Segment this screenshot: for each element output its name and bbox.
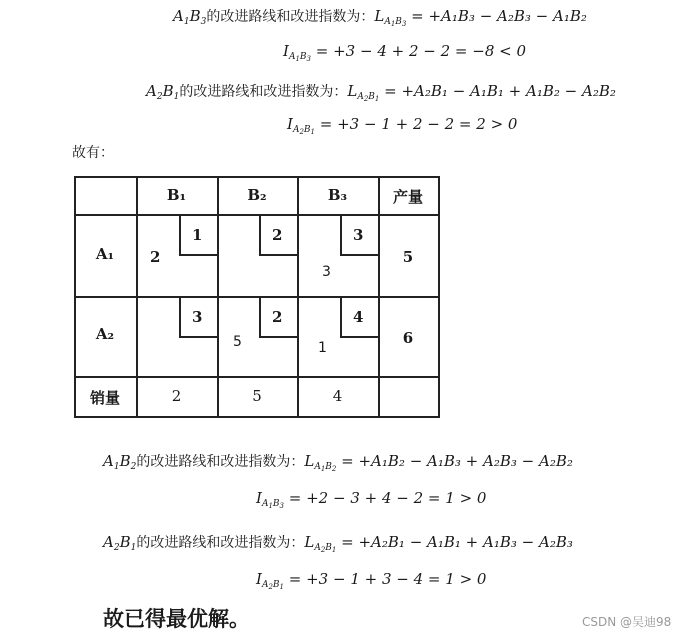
sales-b2: 5 xyxy=(252,387,262,405)
eq-line-7-text: 的改进路线和改进指数为： xyxy=(136,535,305,551)
sales-b1: 2 xyxy=(171,387,182,405)
eq-line-8-value: = +3 − 1 + 3 − 4 = 1 > 0 xyxy=(284,570,487,588)
eq-line-3-tail: = +A₂B₁ − A₁B₁ + A₁B₂ − A₂B₂ xyxy=(379,82,616,100)
header-b3: B₃ xyxy=(327,186,348,204)
cost-a1-b1: 1 xyxy=(192,226,203,244)
alloc-a2-b2: 5 xyxy=(233,334,242,350)
cost-a1-b2: 2 xyxy=(272,226,283,244)
watermark: CSDN @吴迪98 xyxy=(582,615,672,629)
eq-line-1: $A_1B_3$的改进路线和改进指数为：$L_{A_1B_3} = +A_1B_3 - A_2B_3 - A_1B_2$ xyxy=(173,7,587,28)
table-vline xyxy=(378,176,380,418)
eq-line-4-value: = +3 − 1 + 2 − 2 = 2 > 0 xyxy=(315,115,518,133)
eq-line-6: $I_{A_1B_3} = +2 - 3 + 4 - 2 = 1 > 0$ xyxy=(256,489,487,510)
alloc-a1-b3: 3 xyxy=(322,264,331,280)
table-vline xyxy=(74,176,76,418)
eq-line-1-text: 的改进路线和改进指数为： xyxy=(206,9,375,25)
eq-line-8: $I_{A_2B_1} = +3 - 1 + 3 - 4 = 1 > 0$ xyxy=(256,570,487,591)
eq-line-1-tail: = +A₁B₃ − A₂B₃ − A₁B₂ xyxy=(406,7,587,25)
row-label-a2: A₂ xyxy=(95,325,115,343)
table-hline xyxy=(74,296,440,298)
table-hline xyxy=(74,176,440,178)
table-vline xyxy=(438,176,440,418)
eq-line-2-value: = +3 − 4 + 2 − 2 = −8 < 0 xyxy=(311,42,527,60)
conclusion-text: 故已得最优解。 xyxy=(103,607,250,631)
sales-b3: 4 xyxy=(332,387,343,405)
eq-line-5: $A_1B_2$的改进路线和改进指数为：$L_{A_1B_2} = +A_1B_2 - A_1B_3 + A_2B_3 - A_2B_2$ xyxy=(103,452,573,473)
production-a1: 5 xyxy=(402,248,414,266)
table-hline xyxy=(74,416,440,418)
eq-line-7-tail: = +A₂B₁ − A₁B₁ + A₁B₃ − A₂B₃ xyxy=(336,533,573,551)
eq-line-3: $A_2B_1$的改进路线和改进指数为：$L_{A_2B_1} = +A_2B_1 - A_1B_1 + A_1B_2 - A_2B_2$ xyxy=(146,82,616,103)
alloc-a2-b3: 1 xyxy=(318,340,327,356)
cost-a1-b3: 3 xyxy=(353,226,364,244)
eq-line-7: $A_2B_1$的改进路线和改进指数为：$L_{A_2B_1} = +A_2B_1 - A_1B_1 + A_1B_3 - A_2B_3$ xyxy=(103,533,573,554)
transportation-table xyxy=(74,176,440,418)
cost-a2-b1: 3 xyxy=(192,308,203,326)
table-vline xyxy=(217,176,219,418)
production-a2: 6 xyxy=(402,329,414,347)
eq-line-3-text: 的改进路线和改进指数为： xyxy=(179,84,348,100)
table-hline xyxy=(74,214,440,216)
eq-line-5-text: 的改进路线和改进指数为： xyxy=(136,454,305,470)
eq-line-5-tail: = +A₁B₂ − A₁B₃ + A₂B₃ − A₂B₂ xyxy=(336,452,573,470)
hence-label: 故有： xyxy=(72,145,114,161)
eq-line-6-value: = +2 − 3 + 4 − 2 = 1 > 0 xyxy=(284,489,487,507)
table-hline xyxy=(74,376,440,378)
header-production: 产量 xyxy=(392,188,423,206)
table-vline xyxy=(297,176,299,418)
cost-a2-b3: 4 xyxy=(353,308,364,326)
cost-a2-b2: 2 xyxy=(272,308,283,326)
alloc-a1-b1: 2 xyxy=(150,248,161,266)
header-b2: B₂ xyxy=(247,186,267,204)
eq-line-2: $I_{A_1B_3} = +3 - 4 + 2 - 2 = -8 < 0$ xyxy=(283,42,527,63)
row-label-sales: 销量 xyxy=(89,389,120,407)
header-b1: B₁ xyxy=(166,186,187,204)
row-label-a1: A₁ xyxy=(95,245,115,263)
table-vline xyxy=(136,176,138,418)
eq-line-4: $I_{A_2B_1} = +3 - 1 + 2 - 2 = 2 > 0$ xyxy=(287,115,518,136)
